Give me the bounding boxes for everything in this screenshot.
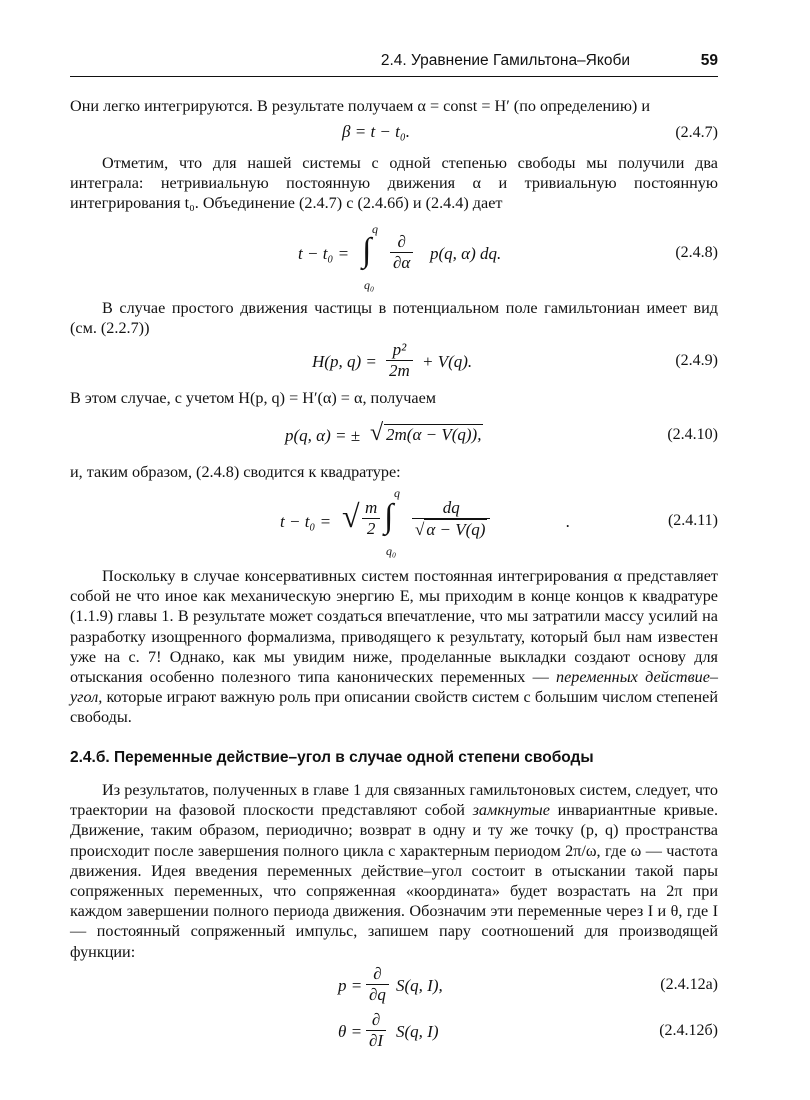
paragraph-6-text-a: Поскольку в случае консервативных систем постоянная интегрирования α представляет собой не что иное как механическую энергию E, мы приходим в конце концов к квадратуре (1.1.9) главы 1. В результате может создаться впечатление, что мы затратили массу усилий на разработку изощренного формализма, приводящего к результату, который был нам известен уже на с. 7! Однако, как мы увидим ниже, проделанные выкладки создают основу для отыскания особенно полезного типа канонических переменных — xyxy=(70,567,718,687)
section-heading: 2.4.б. Переменные действие–угол в случае одной степени свободы xyxy=(70,749,594,766)
equation-2-4-8 xyxy=(70,222,718,292)
equation-2-4-9 xyxy=(70,338,718,384)
integral-upper-limit: q xyxy=(394,486,400,500)
equation-2-4-7 xyxy=(70,122,718,146)
integral-sign: ∫ xyxy=(362,232,372,269)
equation-rest: S(q, I), xyxy=(396,976,443,995)
equation-lhs: p = xyxy=(338,976,363,995)
header-title: 2.4. Уравнение Гамильтона–Якоби xyxy=(380,52,630,69)
paragraph-7-text-a: Из результатов, полученных в главе 1 для связанных гамильтоновых систем, следует, что траектории на фазовой плоскости представляют собой xyxy=(70,781,718,820)
equation-2-4-11 xyxy=(70,486,718,558)
sqrt-sign: √ xyxy=(342,498,360,534)
paragraph-7-emphasis: замкнутые xyxy=(472,801,550,820)
equation-lhs: t − t₀ = xyxy=(280,512,332,531)
paragraph-6 xyxy=(70,566,718,728)
paragraph-6-text-b: которые играют важную роль при описании свойств систем с большим числом степеней свободы. xyxy=(70,688,719,727)
partial-derivative xyxy=(364,1010,388,1051)
integral-sign: ∫ xyxy=(384,498,394,535)
equation-number: (2.4.10) xyxy=(667,426,718,443)
paragraph-6-emphasis: переменных действие–угол, xyxy=(70,668,719,707)
integrand: p(q, α) dq. xyxy=(430,244,502,263)
fraction-bottom: α − V(q) xyxy=(426,520,486,539)
equation-lhs: θ = xyxy=(338,1022,363,1041)
page-number: 59 xyxy=(700,52,718,69)
fraction-bottom: ∂I xyxy=(369,1031,384,1050)
equation-lhs: t − t₀ = xyxy=(298,244,350,263)
equation-number: (2.4.11) xyxy=(667,512,718,529)
equation-rest: + V(q). xyxy=(422,352,473,371)
fraction-top: dq xyxy=(412,498,490,519)
root-fraction xyxy=(360,498,382,539)
sqrt-sign: √ xyxy=(415,520,425,539)
running-header xyxy=(70,50,718,77)
integrand-fraction xyxy=(410,498,492,540)
integral-upper-limit: q xyxy=(372,222,378,236)
equation-2-4-12a xyxy=(70,964,718,1010)
equation-lhs: p(q, α) = ± xyxy=(285,426,361,445)
partial-derivative xyxy=(388,232,415,273)
equation-number: (2.4.12б) xyxy=(659,1022,718,1039)
fraction xyxy=(384,340,415,381)
paragraph-7 xyxy=(70,780,718,962)
fraction-bottom: 2m xyxy=(389,361,410,380)
fraction-top: m xyxy=(362,498,380,519)
paragraph-2: Отметим, что для нашей системы с одной степенью свободы мы получили два интеграла: нетривиальную постоянную движения α и тривиальную постоянную интегрирования t₀. Объединение (2.4.7) с (2.4.6б) и (2.4.4) дает xyxy=(70,154,718,213)
equation-number: (2.4.7) xyxy=(675,124,718,141)
fraction-bottom: 2 xyxy=(366,519,376,538)
equation-number: (2.4.12а) xyxy=(660,976,718,993)
equation-tail: . xyxy=(566,512,571,531)
integral-lower-limit: q₀ xyxy=(386,544,397,558)
paragraph-4: В этом случае, с учетом H(p, q) = H′(α) = α, получаем xyxy=(70,389,437,407)
paragraph-5: и, таким образом, (2.4.8) сводится к квадратуре: xyxy=(70,463,401,481)
equation-2-4-12b xyxy=(70,1010,718,1056)
equation-number: (2.4.9) xyxy=(675,352,718,369)
equation-number: (2.4.8) xyxy=(675,244,718,261)
paragraph-7-text-b: инвариантные кривые. Движение, таким образом, периодично; возврат в одну и ту же точку (p, q) пространства происходит после завершения полного цикла с характерным периодом 2π/ω, где ω — частота движения. Идея введения переменных действие–угол состоит в отыскании такой пары сопряженных переменных, что сопряженная «координата» будет возрастать на 2π при каждом завершении полного периода движения. Обозначим эти переменные через I и θ, где I — постоянный сопряженный импульс, запишем пару соотношений для производящей функции: xyxy=(70,801,719,961)
fraction-top: ∂ xyxy=(366,964,389,985)
radicand: 2m(α − V(q)), xyxy=(386,425,482,444)
sqrt-sign: √ xyxy=(370,420,384,446)
integral-lower-limit: q₀ xyxy=(364,278,375,292)
equation-rest: S(q, I) xyxy=(396,1022,439,1041)
fraction-bottom: ∂α xyxy=(393,253,411,272)
partial-derivative xyxy=(364,964,391,1005)
equation-body: β = t − t₀. xyxy=(342,122,411,141)
paragraph-1: Они легко интегрируются. В результате получаем α = const = H′ (по определению) и xyxy=(70,97,651,115)
fraction-top: ∂ xyxy=(390,232,413,253)
equation-2-4-10 xyxy=(70,420,718,452)
fraction-bottom: ∂q xyxy=(369,985,386,1004)
fraction-top: ∂ xyxy=(366,1010,386,1031)
equation-lhs: H(p, q) = xyxy=(312,352,377,371)
paragraph-3: В случае простого движения частицы в потенциальном поле гамильтониан имеет вид (см. (2.2.7)) xyxy=(70,299,718,338)
fraction-top: p² xyxy=(386,340,413,361)
